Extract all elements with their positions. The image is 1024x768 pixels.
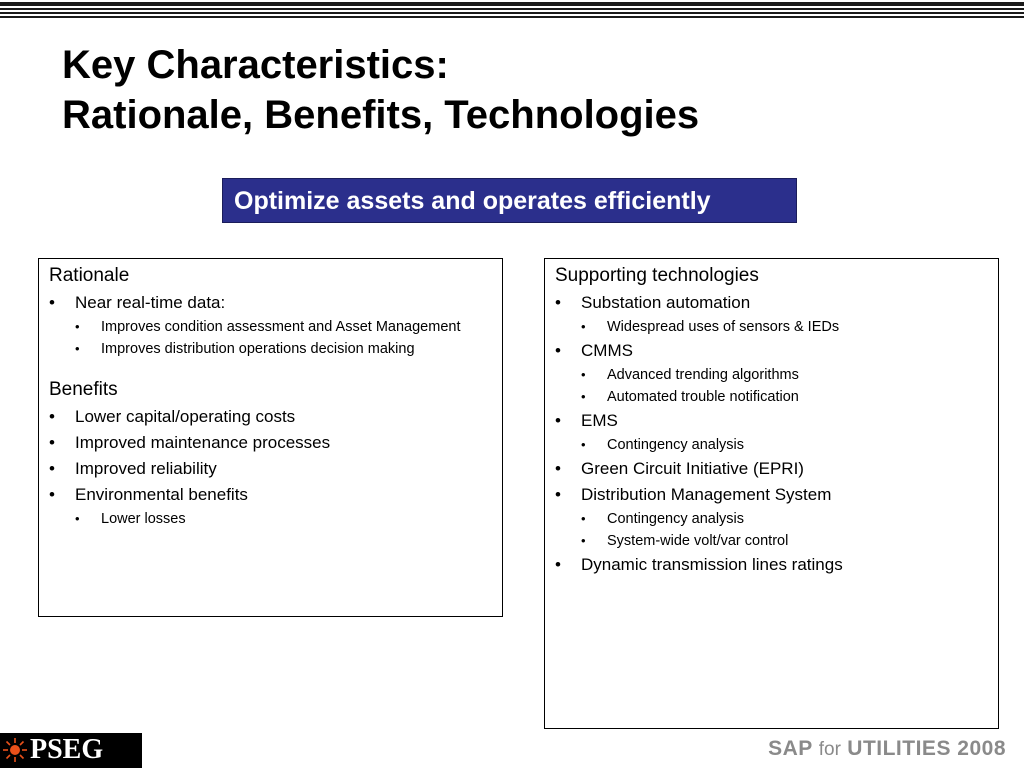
benefits-heading: Benefits — [49, 379, 118, 400]
bullet-item: • Lower capital/operating costs — [49, 406, 492, 428]
sub-bullet-item: • Advanced trending algorithms — [555, 366, 988, 384]
technologies-heading: Supporting technologies — [555, 265, 759, 286]
bullet-item: • Dynamic transmission lines ratings — [555, 554, 988, 576]
bullet-item: • Near real-time data: — [49, 292, 492, 314]
sun-icon — [2, 737, 28, 763]
bullet-item: • Improved maintenance processes — [49, 432, 492, 454]
sub-bullet-item: • Improves condition assessment and Asset Management — [49, 318, 492, 336]
bullet-item: • Environmental benefits — [49, 484, 492, 506]
sub-bullet-item: • Automated trouble notification — [555, 388, 988, 406]
sub-bullet-item: • Contingency analysis — [555, 436, 988, 454]
sub-bullet-item: • Improves distribution operations decision making — [49, 340, 492, 358]
technologies-list — [555, 292, 988, 576]
supporting-technologies-box — [544, 258, 999, 729]
bullet-item: • EMS — [555, 410, 988, 432]
bullet-item: • Green Circuit Initiative (EPRI) — [555, 458, 988, 480]
sap-for-utilities-logo — [768, 737, 1006, 761]
bullet-item: • Distribution Management System — [555, 484, 988, 506]
rationale-list — [49, 292, 492, 358]
utilities-text: UTILITIES 2008 — [847, 737, 1006, 760]
pseg-logo — [0, 733, 142, 768]
slide-title — [62, 40, 699, 140]
benefits-list — [49, 406, 492, 528]
title-line-1: Key Characteristics: — [62, 43, 449, 87]
bullet-item: • Substation automation — [555, 292, 988, 314]
sub-bullet-item: • System-wide volt/var control — [555, 532, 988, 550]
sub-bullet-item: • Lower losses — [49, 510, 492, 528]
rationale-benefits-box — [38, 258, 503, 617]
pseg-logo-text: PSEG — [30, 734, 104, 765]
sap-text: SAP — [768, 737, 813, 760]
title-line-2: Rationale, Benefits, Technologies — [62, 93, 700, 137]
top-stripe-bars — [0, 0, 1024, 22]
bullet-item: • CMMS — [555, 340, 988, 362]
banner-box: Optimize assets and operates efficiently — [222, 178, 797, 223]
sub-bullet-item: • Contingency analysis — [555, 510, 988, 528]
bullet-item: • Improved reliability — [49, 458, 492, 480]
rationale-heading: Rationale — [49, 265, 130, 286]
sub-bullet-item: • Widespread uses of sensors & IEDs — [555, 318, 988, 336]
for-text: for — [818, 739, 841, 760]
